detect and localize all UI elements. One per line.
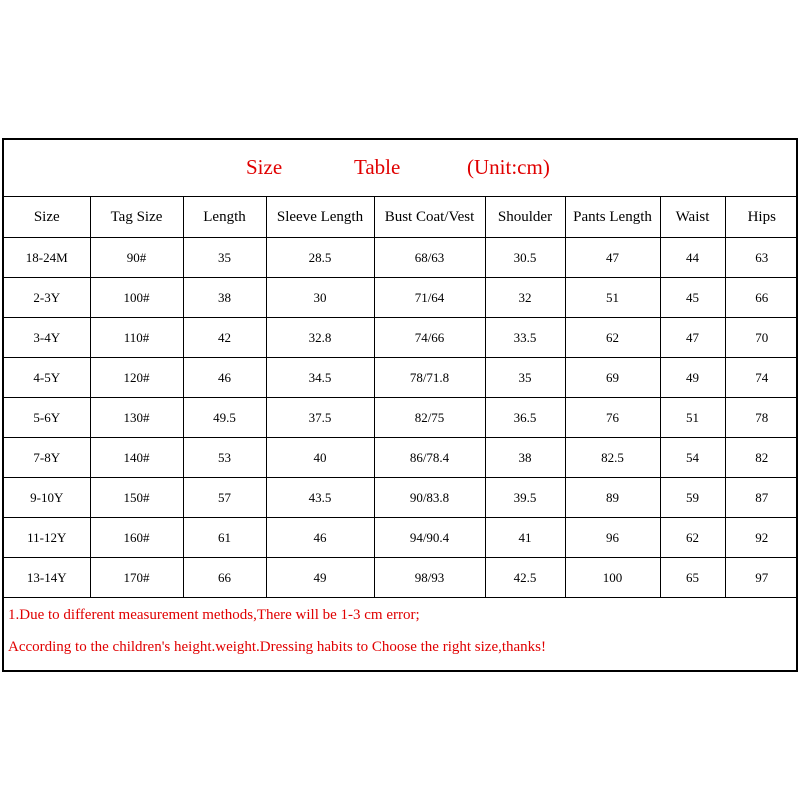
table-cell: 59 (660, 478, 725, 518)
table-cell: 120# (90, 358, 183, 398)
column-header: Tag Size (90, 197, 183, 238)
table-row (4, 518, 798, 558)
table-cell: 78 (725, 398, 798, 438)
table-cell: 78/71.8 (374, 358, 485, 398)
table-row (4, 358, 798, 398)
table-cell: 46 (266, 518, 374, 558)
table-row (4, 558, 798, 598)
note-measurement-error: 1.Due to different measurement methods,There will be 1-3 cm error; (8, 607, 420, 623)
table-cell: 28.5 (266, 238, 374, 278)
title-table: Table (354, 155, 401, 179)
table-row (4, 318, 798, 358)
table-cell: 9-10Y (4, 478, 90, 518)
table-cell: 140# (90, 438, 183, 478)
table-cell: 46 (183, 358, 266, 398)
table-row (4, 478, 798, 518)
table-cell: 54 (660, 438, 725, 478)
table-cell: 18-24M (4, 238, 90, 278)
table-cell: 82 (725, 438, 798, 478)
column-header: Size (4, 197, 90, 238)
table-cell: 110# (90, 318, 183, 358)
table-row (4, 438, 798, 478)
title-unit: (Unit:cm) (467, 155, 550, 179)
table-cell: 40 (266, 438, 374, 478)
table-cell: 100# (90, 278, 183, 318)
table-cell: 34.5 (266, 358, 374, 398)
table-cell: 53 (183, 438, 266, 478)
table-cell: 98/93 (374, 558, 485, 598)
table-cell: 86/78.4 (374, 438, 485, 478)
table-cell: 90/83.8 (374, 478, 485, 518)
column-header: Shoulder (485, 197, 565, 238)
table-cell: 43.5 (266, 478, 374, 518)
table-row (4, 238, 798, 278)
table-row (4, 278, 798, 318)
table-cell: 47 (565, 238, 660, 278)
table-cell: 63 (725, 238, 798, 278)
table-cell: 150# (90, 478, 183, 518)
table-header-row (4, 197, 798, 238)
table-cell: 70 (725, 318, 798, 358)
table-cell: 61 (183, 518, 266, 558)
table-cell: 39.5 (485, 478, 565, 518)
table-cell: 37.5 (266, 398, 374, 438)
table-cell: 74 (725, 358, 798, 398)
column-header: Waist (660, 197, 725, 238)
table-cell: 74/66 (374, 318, 485, 358)
table-cell: 45 (660, 278, 725, 318)
table-cell: 69 (565, 358, 660, 398)
table-cell: 66 (183, 558, 266, 598)
table-cell: 35 (183, 238, 266, 278)
table-cell: 7-8Y (4, 438, 90, 478)
table-cell: 92 (725, 518, 798, 558)
table-cell: 42.5 (485, 558, 565, 598)
column-header: Hips (725, 197, 798, 238)
table-cell: 2-3Y (4, 278, 90, 318)
table-cell: 51 (565, 278, 660, 318)
table-cell: 66 (725, 278, 798, 318)
table-cell: 42 (183, 318, 266, 358)
table-cell: 71/64 (374, 278, 485, 318)
table-cell: 87 (725, 478, 798, 518)
table-cell: 82.5 (565, 438, 660, 478)
table-cell: 82/75 (374, 398, 485, 438)
table-cell: 44 (660, 238, 725, 278)
table-cell: 90# (90, 238, 183, 278)
table-row (4, 398, 798, 438)
table-cell: 94/90.4 (374, 518, 485, 558)
table-cell: 36.5 (485, 398, 565, 438)
table-cell: 89 (565, 478, 660, 518)
table-cell: 49 (660, 358, 725, 398)
table-cell: 47 (660, 318, 725, 358)
table-cell: 65 (660, 558, 725, 598)
column-header: Bust Coat/Vest (374, 197, 485, 238)
column-header: Sleeve Length (266, 197, 374, 238)
table-body (4, 238, 798, 598)
table-cell: 76 (565, 398, 660, 438)
table-cell: 57 (183, 478, 266, 518)
table-cell: 41 (485, 518, 565, 558)
table-cell: 5-6Y (4, 398, 90, 438)
table-cell: 51 (660, 398, 725, 438)
table-cell: 32.8 (266, 318, 374, 358)
table-cell: 32 (485, 278, 565, 318)
column-header: Pants Length (565, 197, 660, 238)
table-cell: 13-14Y (4, 558, 90, 598)
size-chart (2, 138, 798, 672)
table-cell: 97 (725, 558, 798, 598)
title-size: Size (246, 155, 283, 179)
table-cell: 33.5 (485, 318, 565, 358)
table-cell: 38 (183, 278, 266, 318)
table-cell: 49.5 (183, 398, 266, 438)
table-cell: 96 (565, 518, 660, 558)
table-cell: 3-4Y (4, 318, 90, 358)
chart-title (4, 140, 796, 197)
table-cell: 30.5 (485, 238, 565, 278)
column-header: Length (183, 197, 266, 238)
table-cell: 30 (266, 278, 374, 318)
table-cell: 62 (660, 518, 725, 558)
size-table (4, 197, 798, 597)
table-cell: 130# (90, 398, 183, 438)
table-cell: 170# (90, 558, 183, 598)
table-cell: 68/63 (374, 238, 485, 278)
table-cell: 160# (90, 518, 183, 558)
table-cell: 38 (485, 438, 565, 478)
table-cell: 49 (266, 558, 374, 598)
table-cell: 100 (565, 558, 660, 598)
note-size-advice: According to the children's height.weight.Dressing habits to Choose the right size,thanks! (8, 639, 547, 655)
table-cell: 4-5Y (4, 358, 90, 398)
notes-section (4, 597, 796, 670)
table-cell: 35 (485, 358, 565, 398)
table-cell: 11-12Y (4, 518, 90, 558)
table-cell: 62 (565, 318, 660, 358)
